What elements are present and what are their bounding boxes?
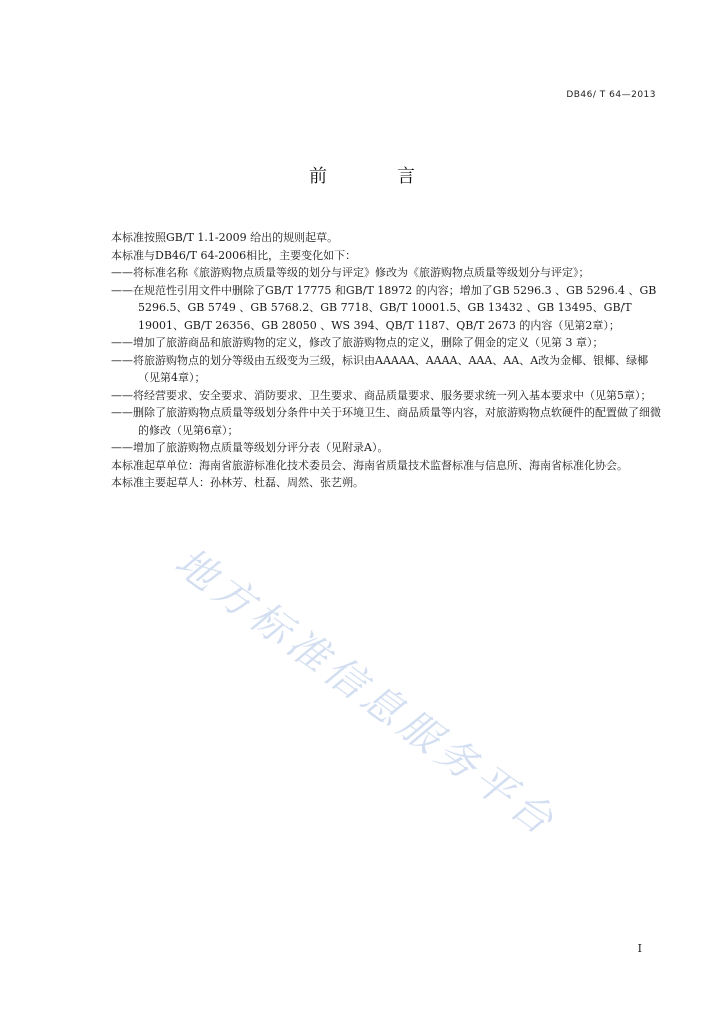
page-number: I <box>637 942 642 955</box>
intro-paragraph: 本标准与DB46/T 64-2006相比，主要变化如下： <box>111 248 357 262</box>
intro-paragraph: 本标准按照GB/T 1.1-2009 给出的规则起草。 <box>111 231 339 244</box>
change-list-item: ——将经营要求、安全要求、消防要求、卫生要求、商品质量要求、服务要求统一列入基本要求中（见第5章）； <box>111 388 652 402</box>
drafters-paragraph: 本标准主要起草人：孙林芳、杜磊、周然、张艺朔。 <box>111 476 364 489</box>
drafting-units-paragraph: 本标准起草单位：海南省旅游标准化技术委员会、海南省质量技术监督标准与信息所、海南省标准化协会。 <box>111 458 628 472</box>
standard-code-header: DB46/ T 64—2013 <box>566 90 656 100</box>
change-list-item: ——在规范性引用文件中删除了GB/T 17775 和GB/T 18972 的内容；增加了GB 5296.3 、GB 5296.4 、GB 5296.5、GB 5749 、GB 5768.2、GB 7718、GB/T 10001.5、GB 13432 、GB 13495、GB/T 19001、GB/T 26356、GB 28050 、WS 394、QB/T 1187、QB/T 2673 的内容（见第2章）； <box>111 283 657 332</box>
change-list-item: ——将旅游购物点的划分等级由五级变为三级，标识由AAAAA、AAAA、AAA、AA、A改为金椰、银椰、绿椰（见第4章）； <box>111 353 649 384</box>
change-list-item: ——删除了旅游购物点质量等级划分条件中关于环境卫生、商品质量等内容，对旅游购物点软硬件的配置做了细微的修改（见第6章）； <box>111 406 661 437</box>
change-list-item: ——增加了旅游购物点质量等级划分评分表（见附录A）。 <box>111 441 389 454</box>
change-list-item: ——将标准名称《旅游购物点质量等级的划分与评定》修改为《旅游购物点质量等级划分与评定》； <box>111 266 590 279</box>
page-title: 前 言 <box>309 166 441 187</box>
document-body <box>111 229 661 492</box>
watermark-text: 地方标准信息服务平台 <box>166 539 566 847</box>
change-list-item: ——增加了旅游商品和旅游购物的定义，修改了旅游购物点的定义，删除了佣金的定义（见第 3 章）； <box>111 336 604 349</box>
